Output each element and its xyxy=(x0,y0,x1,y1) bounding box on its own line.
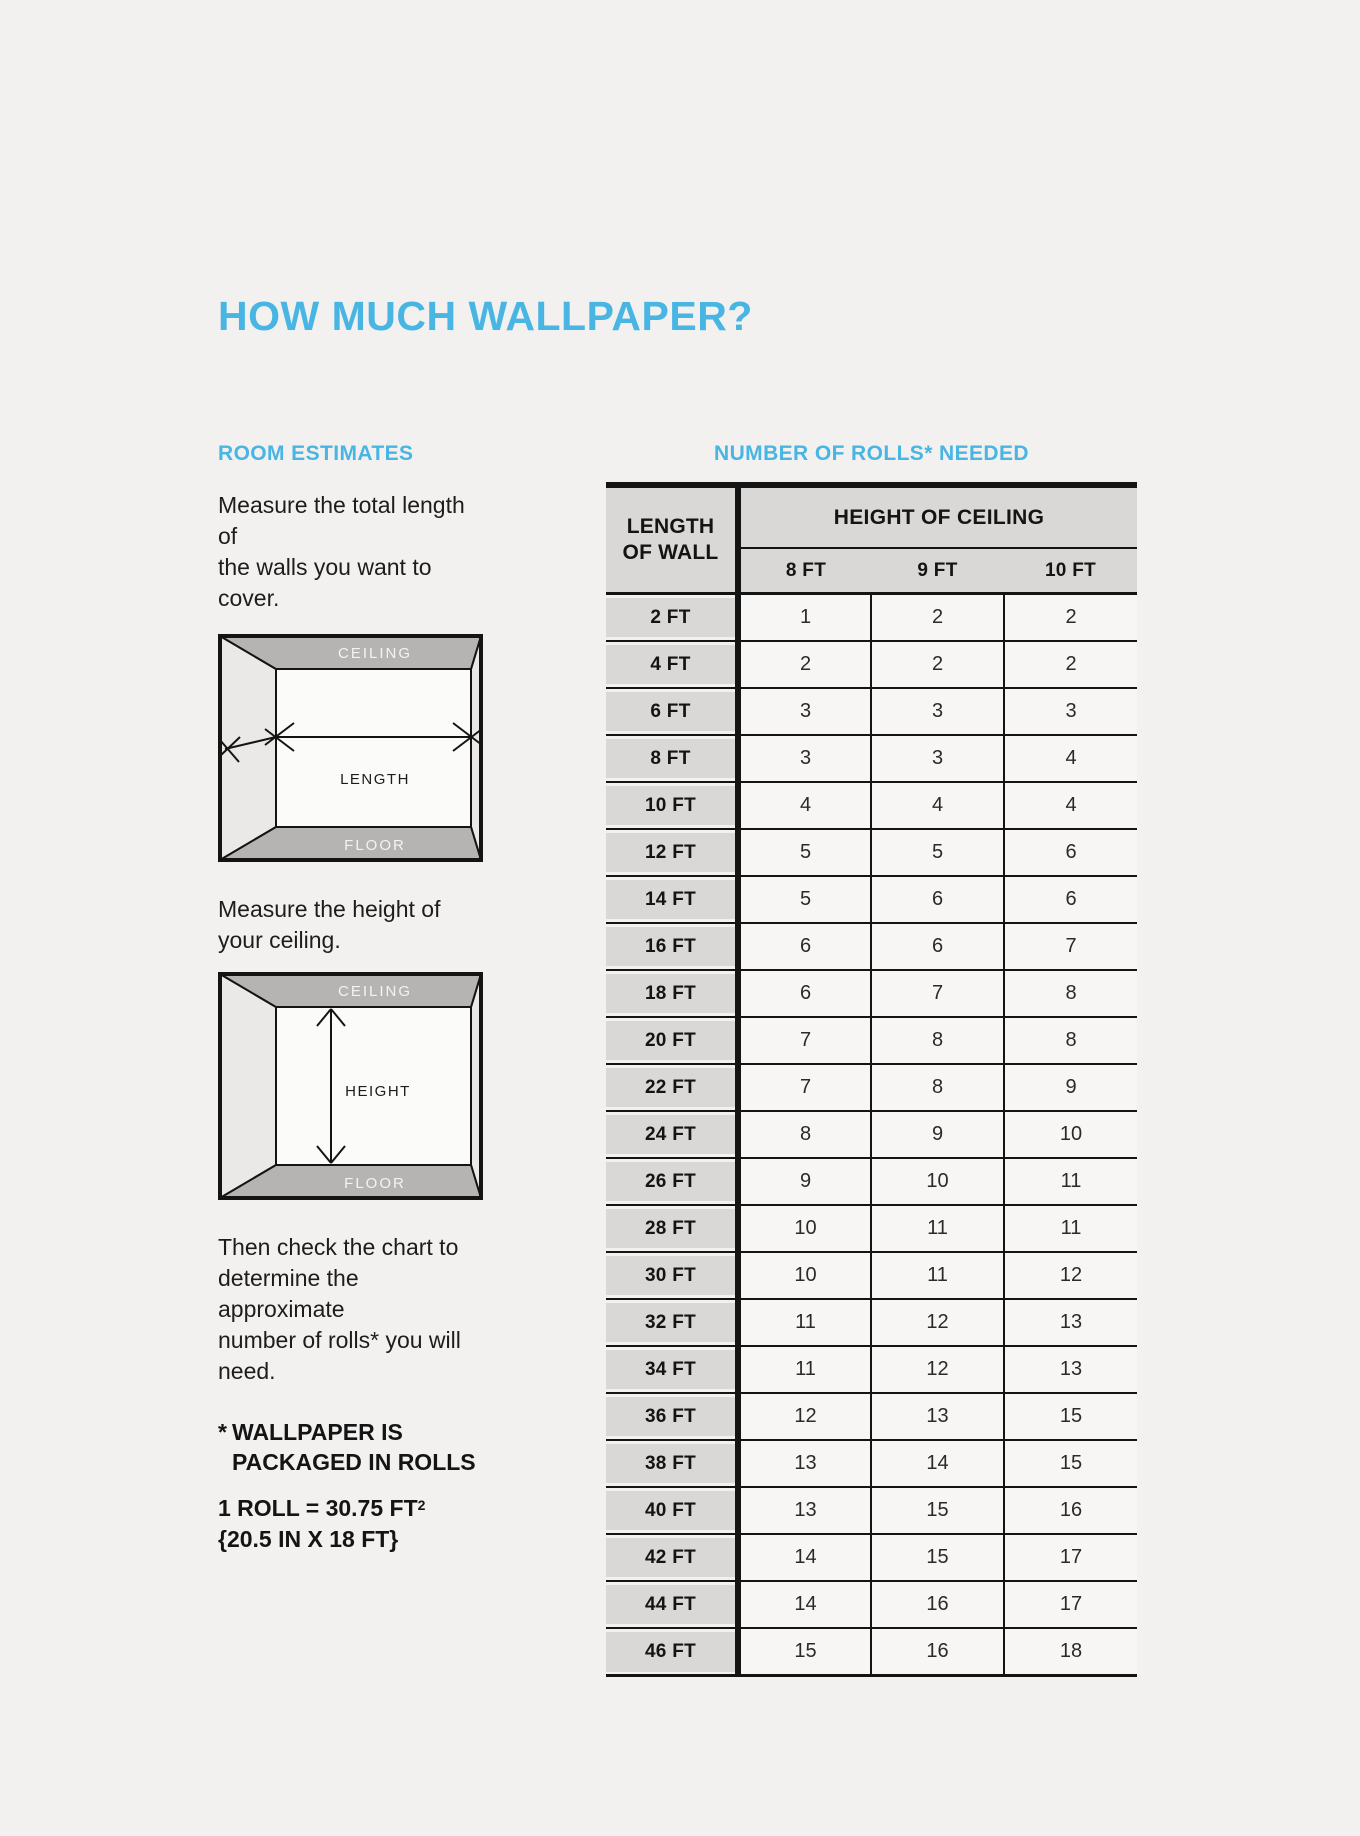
instruction-chart xyxy=(218,1232,483,1387)
roll-count-cell: 9 xyxy=(738,1158,871,1205)
row-label: 40 FT xyxy=(606,1487,738,1534)
roll-count-cell: 14 xyxy=(738,1534,871,1581)
ceiling-height-diagram xyxy=(218,972,483,1200)
row-label: 12 FT xyxy=(606,829,738,876)
row-label: 36 FT xyxy=(606,1393,738,1440)
col-header-8ft: 8 FT xyxy=(738,548,871,594)
length-label: LENGTH xyxy=(340,771,410,789)
roll-count-cell: 3 xyxy=(871,688,1004,735)
table-row xyxy=(606,1158,1137,1205)
row-label: 2 FT xyxy=(606,594,738,642)
roll-count-cell: 2 xyxy=(871,641,1004,688)
roll-count-cell: 17 xyxy=(1004,1581,1137,1628)
columns xyxy=(218,337,1137,1677)
roll-count-cell: 11 xyxy=(1004,1158,1137,1205)
roll-count-cell: 2 xyxy=(1004,641,1137,688)
room-estimates-section xyxy=(218,337,483,1555)
roll-count-cell: 13 xyxy=(871,1393,1004,1440)
table-row xyxy=(606,876,1137,923)
roll-count-cell: 6 xyxy=(1004,829,1137,876)
table-row xyxy=(606,1487,1137,1534)
instruction-chart-line1: Then check the chart to xyxy=(218,1234,459,1261)
table-row xyxy=(606,1346,1137,1393)
roll-count-cell: 3 xyxy=(738,688,871,735)
roll-count-cell: 10 xyxy=(738,1205,871,1252)
roll-size-superscript: 2 xyxy=(417,1497,426,1514)
roll-count-cell: 4 xyxy=(871,782,1004,829)
row-label: 22 FT xyxy=(606,1064,738,1111)
roll-count-cell: 8 xyxy=(1004,970,1137,1017)
instruction-length-line1: Measure the total length of xyxy=(218,492,465,550)
row-label: 32 FT xyxy=(606,1299,738,1346)
length-of-wall-header xyxy=(606,485,738,594)
roll-count-cell: 5 xyxy=(738,829,871,876)
row-label: 24 FT xyxy=(606,1111,738,1158)
roll-count-cell: 3 xyxy=(1004,688,1137,735)
table-row xyxy=(606,1064,1137,1111)
roll-count-cell: 10 xyxy=(1004,1111,1137,1158)
table-row xyxy=(606,688,1137,735)
instruction-height-line1: Measure the height of xyxy=(218,896,441,923)
roll-count-cell: 11 xyxy=(1004,1205,1137,1252)
row-label: 34 FT xyxy=(606,1346,738,1393)
roll-count-cell: 13 xyxy=(738,1487,871,1534)
roll-count-cell: 11 xyxy=(871,1252,1004,1299)
roll-count-cell: 12 xyxy=(871,1299,1004,1346)
rolls-table-head xyxy=(606,485,1137,594)
roll-count-cell: 9 xyxy=(871,1111,1004,1158)
roll-count-cell: 15 xyxy=(1004,1440,1137,1487)
wallpaper-note-line2: PACKAGED IN ROLLS xyxy=(232,1449,476,1476)
roll-count-cell: 8 xyxy=(738,1111,871,1158)
table-row xyxy=(606,1299,1137,1346)
table-row xyxy=(606,1205,1137,1252)
room-length-diagram xyxy=(218,634,483,862)
roll-count-cell: 7 xyxy=(871,970,1004,1017)
table-row xyxy=(606,1252,1137,1299)
roll-count-cell: 2 xyxy=(738,641,871,688)
table-row xyxy=(606,1393,1137,1440)
ceiling-label: CEILING xyxy=(337,983,413,1001)
row-label: 38 FT xyxy=(606,1440,738,1487)
table-row xyxy=(606,829,1137,876)
roll-count-cell: 6 xyxy=(1004,876,1137,923)
instruction-height-line2: your ceiling. xyxy=(218,927,341,954)
instruction-length-line2: the walls you want to cover. xyxy=(218,554,432,612)
roll-count-cell: 14 xyxy=(738,1581,871,1628)
instruction-length xyxy=(218,490,483,614)
wallpaper-note xyxy=(218,1417,483,1477)
roll-count-cell: 4 xyxy=(738,782,871,829)
roll-count-cell: 16 xyxy=(871,1581,1004,1628)
roll-count-cell: 15 xyxy=(1004,1393,1137,1440)
rolls-needed-section xyxy=(606,337,1137,1677)
row-label: 46 FT xyxy=(606,1628,738,1676)
roll-count-cell: 12 xyxy=(738,1393,871,1440)
roll-count-cell: 15 xyxy=(738,1628,871,1676)
table-row xyxy=(606,923,1137,970)
roll-count-cell: 7 xyxy=(738,1064,871,1111)
table-row xyxy=(606,594,1137,642)
roll-count-cell: 6 xyxy=(871,923,1004,970)
roll-count-cell: 13 xyxy=(1004,1346,1137,1393)
table-row xyxy=(606,1534,1137,1581)
roll-count-cell: 11 xyxy=(738,1299,871,1346)
row-label: 44 FT xyxy=(606,1581,738,1628)
roll-size-line1: 1 ROLL = 30.75 FT xyxy=(218,1495,418,1522)
roll-count-cell: 8 xyxy=(871,1064,1004,1111)
ceiling-label: CEILING xyxy=(337,645,413,663)
roll-count-cell: 1 xyxy=(738,594,871,642)
floor-label: FLOOR xyxy=(344,837,406,855)
roll-count-cell: 16 xyxy=(871,1628,1004,1676)
roll-count-cell: 18 xyxy=(1004,1628,1137,1676)
table-body xyxy=(606,594,1137,1676)
row-label: 26 FT xyxy=(606,1158,738,1205)
col-header-10ft: 10 FT xyxy=(1004,548,1137,594)
row-label: 6 FT xyxy=(606,688,738,735)
roll-count-cell: 5 xyxy=(738,876,871,923)
roll-count-cell: 6 xyxy=(871,876,1004,923)
table-row xyxy=(606,1440,1137,1487)
roll-count-cell: 6 xyxy=(738,923,871,970)
roll-count-cell: 8 xyxy=(871,1017,1004,1064)
rolls-needed-heading: NUMBER OF ROLLS* NEEDED xyxy=(714,442,1029,465)
roll-count-cell: 11 xyxy=(871,1205,1004,1252)
instruction-chart-line2: determine the approximate xyxy=(218,1265,359,1323)
roll-size-line2: {20.5 IN X 18 FT} xyxy=(218,1526,399,1553)
row-label: 4 FT xyxy=(606,641,738,688)
wallpaper-note-text xyxy=(232,1417,476,1477)
col-header-9ft: 9 FT xyxy=(871,548,1004,594)
roll-count-cell: 13 xyxy=(738,1440,871,1487)
table-row xyxy=(606,1017,1137,1064)
row-label: 18 FT xyxy=(606,970,738,1017)
roll-count-cell: 7 xyxy=(1004,923,1137,970)
row-label: 28 FT xyxy=(606,1205,738,1252)
roll-count-cell: 3 xyxy=(738,735,871,782)
roll-count-cell: 4 xyxy=(1004,735,1137,782)
row-label: 10 FT xyxy=(606,782,738,829)
table-row xyxy=(606,782,1137,829)
table-row xyxy=(606,1581,1137,1628)
roll-count-cell: 10 xyxy=(738,1252,871,1299)
roll-count-cell: 12 xyxy=(1004,1252,1137,1299)
roll-count-cell: 2 xyxy=(1004,594,1137,642)
roll-count-cell: 15 xyxy=(871,1534,1004,1581)
roll-count-cell: 13 xyxy=(1004,1299,1137,1346)
roll-count-cell: 5 xyxy=(871,829,1004,876)
group-header-row xyxy=(606,485,1137,548)
table-row xyxy=(606,1111,1137,1158)
height-of-ceiling-header: HEIGHT OF CEILING xyxy=(738,485,1137,548)
wallpaper-note-line1: WALLPAPER IS xyxy=(232,1419,403,1446)
roll-count-cell: 14 xyxy=(871,1440,1004,1487)
roll-size-note xyxy=(218,1490,483,1555)
roll-count-cell: 9 xyxy=(1004,1064,1137,1111)
roll-count-cell: 10 xyxy=(871,1158,1004,1205)
table-row xyxy=(606,641,1137,688)
roll-count-cell: 11 xyxy=(738,1346,871,1393)
floor-label: FLOOR xyxy=(344,1175,406,1193)
page-title: HOW MUCH WALLPAPER? xyxy=(218,293,753,339)
roll-count-cell: 3 xyxy=(871,735,1004,782)
roll-count-cell: 2 xyxy=(871,594,1004,642)
instruction-height xyxy=(218,894,483,956)
roll-count-cell: 15 xyxy=(871,1487,1004,1534)
roll-count-cell: 16 xyxy=(1004,1487,1137,1534)
row-label: 14 FT xyxy=(606,876,738,923)
row-label: 16 FT xyxy=(606,923,738,970)
roll-count-cell: 17 xyxy=(1004,1534,1137,1581)
left-wall xyxy=(220,974,276,1198)
table-row xyxy=(606,970,1137,1017)
roll-count-cell: 6 xyxy=(738,970,871,1017)
rolls-table xyxy=(606,482,1137,1677)
row-label: 42 FT xyxy=(606,1534,738,1581)
table-row xyxy=(606,1628,1137,1676)
length-of-wall-line1: LENGTH xyxy=(626,514,715,538)
asterisk: * xyxy=(218,1419,227,1446)
row-label: 20 FT xyxy=(606,1017,738,1064)
roll-count-cell: 8 xyxy=(1004,1017,1137,1064)
instruction-chart-line3: number of rolls* you will need. xyxy=(218,1327,461,1385)
table-row xyxy=(606,735,1137,782)
back-wall xyxy=(276,669,471,827)
roll-count-cell: 4 xyxy=(1004,782,1137,829)
room-estimates-heading: ROOM ESTIMATES xyxy=(218,442,414,465)
length-of-wall-line2: OF WALL xyxy=(622,541,719,565)
row-label: 8 FT xyxy=(606,735,738,782)
roll-count-cell: 7 xyxy=(738,1017,871,1064)
height-label: HEIGHT xyxy=(345,1083,411,1101)
row-label: 30 FT xyxy=(606,1252,738,1299)
roll-count-cell: 12 xyxy=(871,1346,1004,1393)
